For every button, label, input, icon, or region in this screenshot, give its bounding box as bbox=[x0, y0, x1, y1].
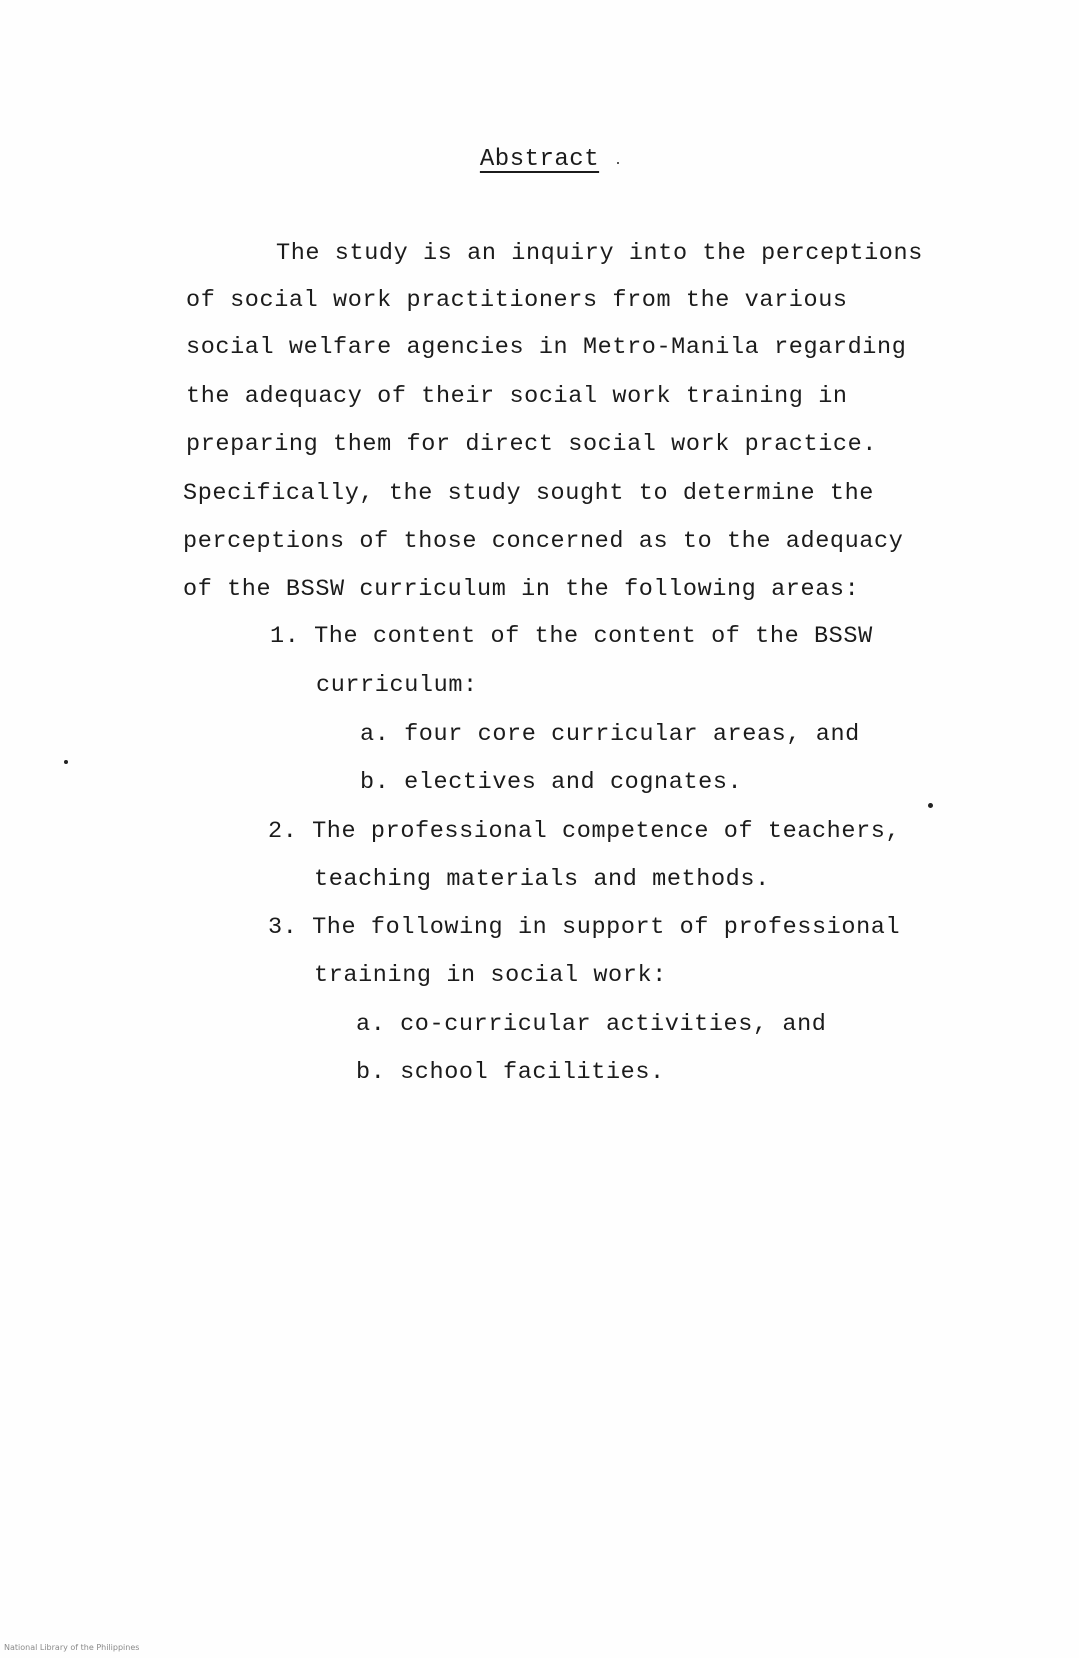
paragraph-line: of the BSSW curriculum in the following areas: bbox=[183, 576, 860, 603]
list-item: teaching materials and methods. bbox=[314, 866, 770, 893]
footer-text: National Library of the Philippines bbox=[4, 1643, 140, 1652]
list-item: training in social work: bbox=[314, 962, 667, 989]
paragraph-line: The study is an inquiry into the perceptions bbox=[276, 240, 923, 267]
paragraph-line: the adequacy of their social work training in bbox=[186, 383, 848, 410]
abstract-heading-text: Abstract bbox=[479, 146, 600, 173]
list-item: 3. The following in support of professional bbox=[268, 914, 901, 941]
paragraph-line: perceptions of those concerned as to the adequacy bbox=[183, 528, 904, 555]
paragraph-line: Specifically, the study sought to determine the bbox=[183, 480, 875, 507]
paragraph-line: of social work practitioners from the various bbox=[186, 287, 848, 314]
scan-speck bbox=[928, 803, 933, 808]
list-item: curriculum: bbox=[316, 672, 478, 699]
paragraph-line: social welfare agencies in Metro-Manila regarding bbox=[186, 334, 907, 361]
scan-speck bbox=[64, 760, 68, 764]
list-item: 1. The content of the content of the BSSW bbox=[270, 623, 873, 650]
list-subitem: b. school facilities. bbox=[356, 1059, 665, 1086]
list-item: 2. The professional competence of teachers, bbox=[268, 818, 901, 845]
paragraph-line: preparing them for direct social work practice. bbox=[186, 431, 878, 458]
scan-speck bbox=[617, 162, 619, 164]
list-subitem: a. co-curricular activities, and bbox=[356, 1011, 827, 1038]
list-subitem: a. four core curricular areas, and bbox=[360, 721, 860, 748]
abstract-heading bbox=[0, 146, 1079, 173]
list-subitem: b. electives and cognates. bbox=[360, 769, 743, 796]
